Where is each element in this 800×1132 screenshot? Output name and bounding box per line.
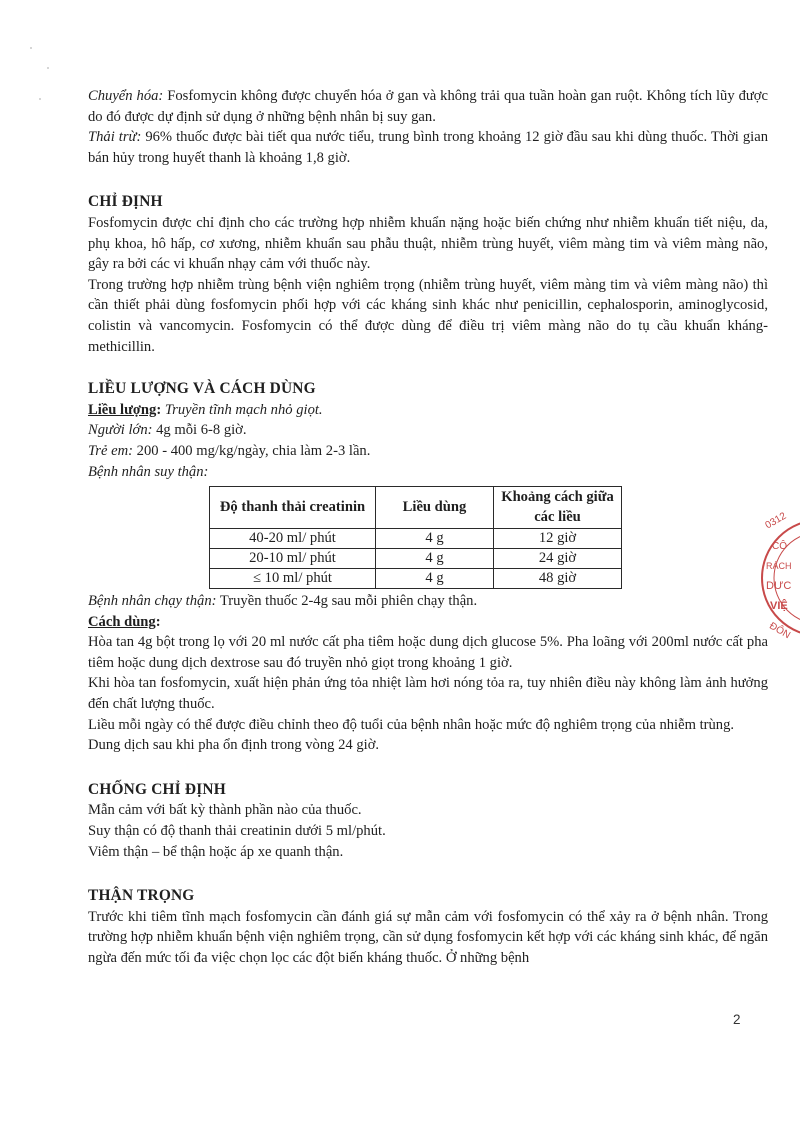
usage-label-line: Cách dùng: bbox=[88, 613, 161, 630]
table-cell: 4 g bbox=[376, 549, 494, 569]
table-cell: 4 g bbox=[376, 569, 494, 589]
page-number: 2 bbox=[733, 1012, 741, 1027]
adult-label: Người lớn: bbox=[88, 422, 153, 439]
dialysis-line bbox=[88, 591, 768, 612]
table-cell: ≤ 10 ml/ phút bbox=[210, 569, 376, 589]
renal-label: Bệnh nhân suy thận: bbox=[88, 463, 209, 480]
dialysis-label: Bệnh nhân chạy thận: bbox=[88, 593, 217, 610]
table-cell: 4 g bbox=[376, 529, 494, 549]
scan-speck bbox=[39, 98, 41, 100]
adult-dose-text: 4g mỗi 6-8 giờ. bbox=[152, 422, 247, 439]
table-row bbox=[210, 549, 622, 569]
adult-dose-line bbox=[88, 420, 768, 441]
dose-label: Liều lượng bbox=[88, 401, 157, 418]
metabolism-label: Chuyển hóa: bbox=[88, 88, 164, 104]
table-cell: 40-20 ml/ phút bbox=[210, 529, 376, 549]
table-row bbox=[210, 529, 622, 549]
excretion-paragraph bbox=[88, 127, 768, 168]
contraindication-item: Viêm thận – bể thận hoặc áp xe quanh thận. bbox=[88, 843, 344, 860]
dialysis-text: Truyền thuốc 2-4g sau mỗi phiên chạy thận. bbox=[216, 593, 478, 610]
child-dose-line bbox=[88, 441, 768, 462]
contraindication-item: Suy thận có độ thanh thải creatinin dưới 5 ml/phút. bbox=[88, 823, 386, 840]
usage-paragraph-4: Dung dịch sau khi pha ổn định trong vòng 24 giờ. bbox=[88, 737, 380, 754]
table-cell: 48 giờ bbox=[494, 569, 622, 589]
table-cell: 20-10 ml/ phút bbox=[210, 549, 376, 569]
dose-line: Liều lượng: Truyền tĩnh mạch nhỏ giọt. bbox=[88, 401, 323, 418]
table-cell: 12 giờ bbox=[494, 529, 622, 549]
usage-paragraph-2: Khi hòa tan fosfomycin, xuất hiện phản ứng tỏa nhiệt làm hơi nóng tỏa ra, tuy nhiên điều này không làm ảnh hưởng đến chất lượng thuốc. bbox=[88, 675, 768, 713]
precautions-heading: THẬN TRỌNG bbox=[88, 887, 195, 905]
usage-paragraph-1: Hòa tan 4g bột trong lọ với 20 ml nước cất pha tiêm hoặc dung dịch glucose 5%. Pha loãng với 200ml nước cất pha tiêm hoặc dung dịch dextrose sau đó truyền nhỏ giọt trong khoảng 1 giờ. bbox=[88, 634, 768, 671]
svg-text:RÁCH: RÁCH bbox=[766, 561, 792, 571]
document-page bbox=[88, 86, 768, 969]
scan-speck bbox=[30, 47, 32, 49]
table-row bbox=[210, 569, 622, 589]
usage-paragraph-3: Liều mỗi ngày có thể được điều chỉnh theo độ tuổi của bệnh nhân hoặc mức độ nghiêm trọng của nhiễm trùng. bbox=[88, 716, 735, 733]
table-header-clearance: Độ thanh thải creatinin bbox=[210, 487, 376, 529]
svg-text:CÔ: CÔ bbox=[772, 541, 787, 552]
contraindications-heading: CHỐNG CHỈ ĐỊNH bbox=[88, 780, 226, 798]
svg-text:ĐÔN: ĐÔN bbox=[767, 620, 793, 642]
table-cell: 24 giờ bbox=[494, 549, 622, 569]
metabolism-paragraph bbox=[88, 86, 768, 127]
renal-dose-table bbox=[209, 486, 622, 589]
svg-text:VIỆ: VIỆ bbox=[770, 600, 788, 612]
scan-speck bbox=[47, 67, 49, 69]
usage-label: Cách dùng bbox=[88, 613, 156, 630]
dose-route: Truyền tĩnh mạch nhỏ giọt. bbox=[164, 401, 323, 418]
svg-text:0312: 0312 bbox=[763, 510, 789, 532]
indications-paragraph-2: Trong trường hợp nhiễm trùng bệnh viện nghiêm trọng (nhiễm trùng huyết, viêm màng tim và viêm màng não) thì cần thiết phải dùng fosfomycin phối hợp với các kháng sinh khác như penicillin, cephalosporin, aminoglycosid, colistin và vancomycin. Fosfomycin có thể được dùng để điều trị viêm màng não do tụ cầu khuẩn kháng-methicillin. bbox=[88, 276, 768, 355]
renal-label-line bbox=[88, 462, 768, 483]
child-dose-text: 200 - 400 mg/kg/ngày, chia làm 2-3 lần. bbox=[133, 442, 371, 459]
indications-heading: CHỈ ĐỊNH bbox=[88, 193, 163, 211]
contraindication-item: Mẫn cảm với bất kỳ thành phần nào của thuốc. bbox=[88, 802, 362, 819]
red-seal-stamp bbox=[758, 503, 800, 653]
metabolism-text: Fosfomycin không được chuyển hóa ở gan và không trải qua tuần hoàn gan ruột. Không tích lũy được do đó được dự định sử dụng ở những bệnh nhân bị suy gan. bbox=[88, 88, 768, 125]
excretion-label: Thải trừ: bbox=[88, 129, 142, 146]
excretion-text: 96% thuốc được bài tiết qua nước tiểu, trung bình trong khoảng 12 giờ đầu sau khi dùng thuốc. Thời gian bán hủy trong huyết thanh là khoảng 1,8 giờ. bbox=[88, 129, 768, 166]
svg-text:DƯC: DƯC bbox=[766, 580, 792, 592]
dosage-heading: LIỀU LƯỢNG VÀ CÁCH DÙNG bbox=[88, 380, 316, 398]
child-label: Trẻ em: bbox=[88, 442, 133, 459]
precautions-paragraph-1: Trước khi tiêm tĩnh mạch fosfomycin cần đánh giá sự mẫn cảm với fosfomycin có thể xảy ra ở bệnh nhân. Trong trường hợp nhiễm khuẩn bệnh viện nghiêm trọng, cần sử dụng fosfomycin kết hợp với các kháng sinh khác, để ngăn ngừa đến mức tối đa việc chọn lọc các đột biến kháng thuốc. Ở những bệnh bbox=[88, 908, 768, 966]
table-header-interval: Khoảng cách giữa các liều bbox=[494, 487, 622, 529]
table-header-row bbox=[210, 487, 622, 529]
indications-paragraph-1: Fosfomycin được chỉ định cho các trường hợp nhiễm khuẩn nặng hoặc biến chứng như nhiễm khuẩn tiết niệu, da, phụ khoa, hô hấp, cơ xương, nhiễm khuẩn sau phẫu thuật, nhiễm trùng huyết, viêm màng tim và viêm màng não, gây ra bởi các vi khuẩn nhạy cảm với thuốc này. bbox=[88, 214, 768, 273]
table-header-dose: Liều dùng bbox=[376, 487, 494, 529]
